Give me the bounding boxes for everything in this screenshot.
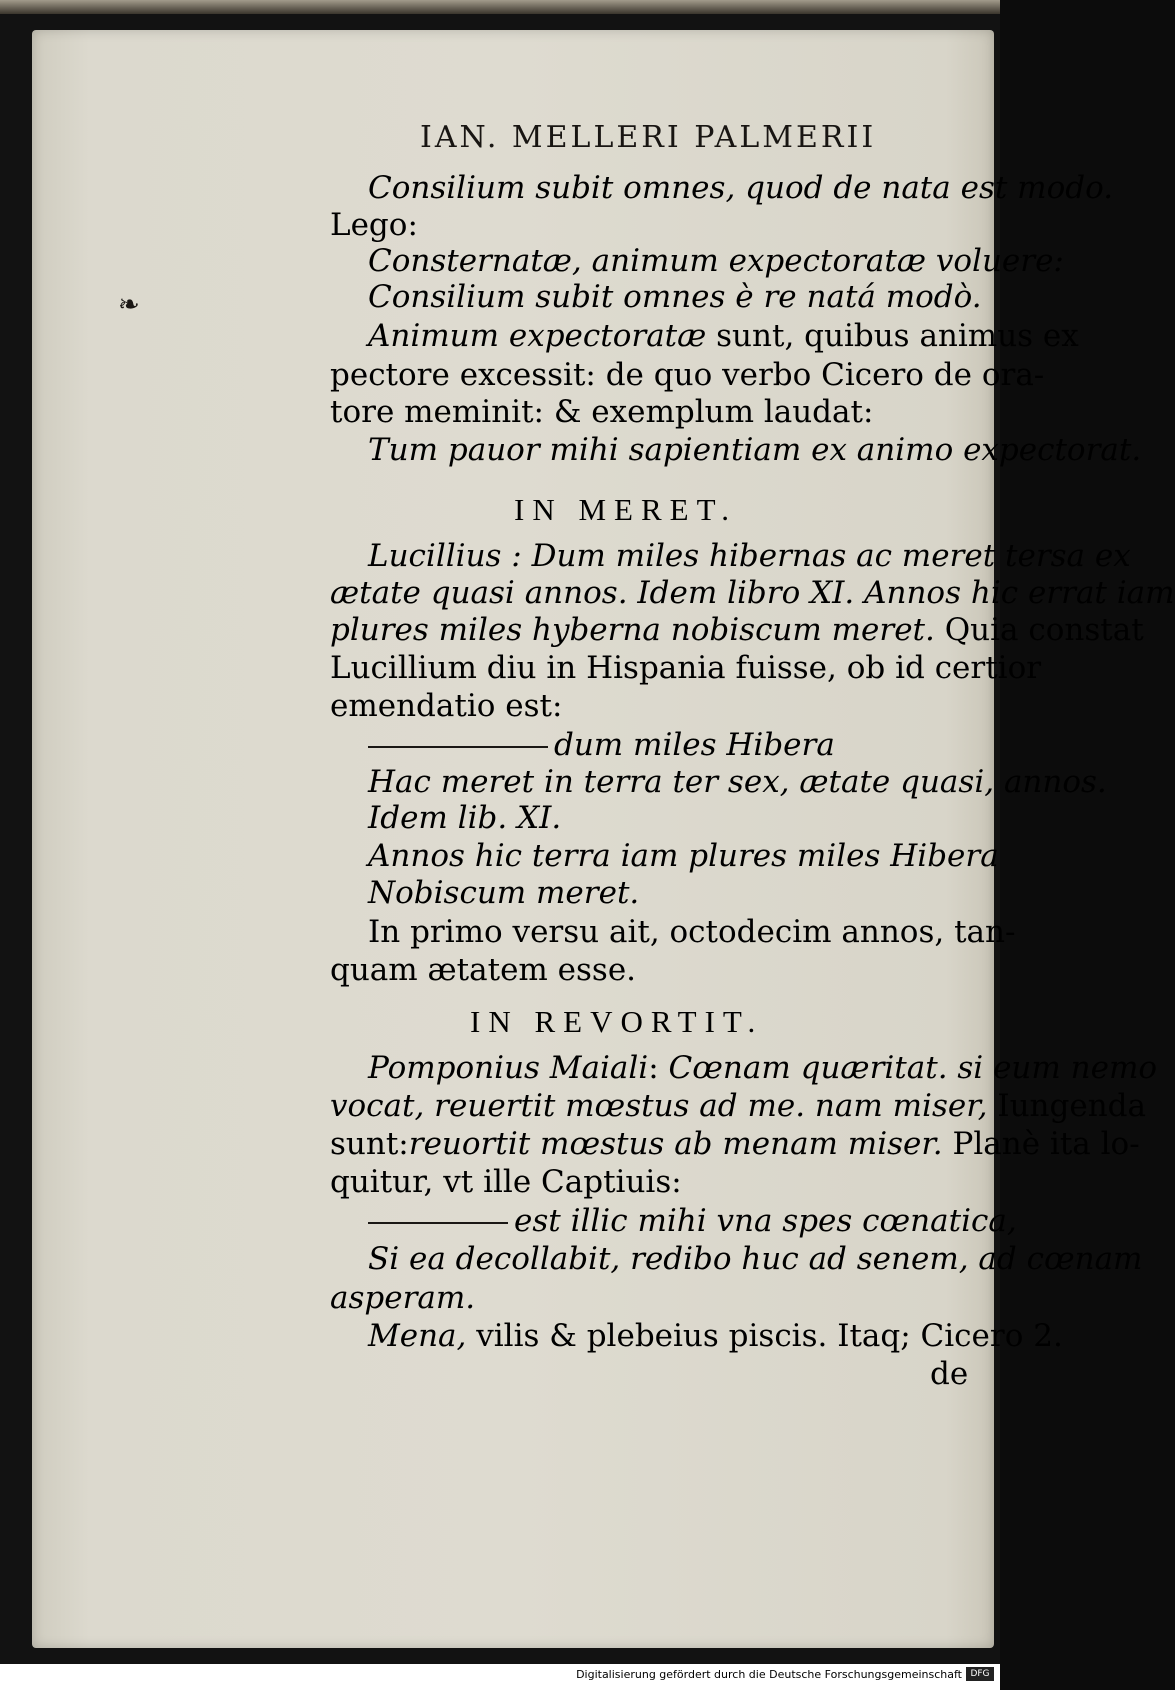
quote: Dum miles hibernas ac meret tersa ex xyxy=(531,538,1131,574)
author-name: Lucillius : xyxy=(368,538,532,574)
text-line-2: Lego: xyxy=(330,207,418,243)
text-line-6: pectore excessit: de quo verbo Cicero de ora- xyxy=(330,357,1045,393)
text-line-10: ætate quasi annos. Idem libro XI. Annos hic errat iam xyxy=(330,575,1175,611)
ellipsis-rule xyxy=(368,1222,508,1224)
text-roman: Quia constat xyxy=(934,612,1144,648)
term: Mena, xyxy=(368,1318,467,1354)
section-heading-meret: IN MERET. xyxy=(514,492,737,527)
text-italic-term: Animum expectoratæ xyxy=(368,318,717,354)
text-line-24: quitur, vt ille Captiuis: xyxy=(330,1164,682,1200)
text-roman: Planè ita lo- xyxy=(942,1126,1140,1162)
text-line-20: quam ætatem esse. xyxy=(330,952,637,988)
text-line-27: asperam. xyxy=(330,1280,476,1316)
text-line-21 xyxy=(368,1050,1157,1086)
quote: vocat, reuertit mœstus ad me. nam miser, xyxy=(330,1088,988,1124)
text-line-25 xyxy=(368,1203,1017,1239)
quote: dum miles Hibera xyxy=(554,727,835,763)
ellipsis-rule xyxy=(368,746,548,748)
quote: Cœnam quæritat. si eum nemo xyxy=(668,1050,1158,1086)
section-heading-revortit: IN REVORTIT. xyxy=(470,1004,764,1039)
text-line-3: Consternatæ, animum expectoratæ voluere: xyxy=(368,243,1064,279)
text-line-17: Annos hic terra iam plures miles Hibera xyxy=(368,838,999,874)
text-line-23 xyxy=(330,1126,1140,1162)
text-roman: sunt: xyxy=(330,1126,409,1162)
text-line-28 xyxy=(368,1318,1063,1354)
text-roman: vilis & plebeius piscis. Itaq; Cicero 2. xyxy=(466,1318,1063,1354)
text-line-16: Idem lib. XI. xyxy=(368,800,562,836)
quote: plures miles hyberna nobiscum meret. xyxy=(330,612,935,648)
text-line-1: Consilium subit omnes, quod de nata est modo. xyxy=(368,170,1114,206)
text-line-15: Hac meret in terra ter sex, ætate quasi, annos. xyxy=(368,764,1107,800)
funding-credit: Digitalisierung gefördert durch die Deutsche Forschungsgemeinschaft xyxy=(576,1668,962,1681)
quote: est illic mihi vna spes cœnatica, xyxy=(514,1203,1017,1239)
text-line-11 xyxy=(330,612,1144,648)
book-edge xyxy=(0,0,1000,14)
text-line-5 xyxy=(368,318,1079,354)
colon: : xyxy=(648,1050,669,1086)
text-line-13: emendatio est: xyxy=(330,688,563,724)
running-title: IAN. MELLERI PALMERII xyxy=(420,120,877,155)
text-line-14 xyxy=(368,727,835,763)
catchword: de xyxy=(930,1356,969,1392)
text-roman: Iungenda xyxy=(987,1088,1146,1124)
text-line-8: Tum pauor mihi sapientiam ex animo expectorat. xyxy=(368,432,1142,468)
dfg-logo: DFG xyxy=(966,1667,994,1681)
text-line-9 xyxy=(368,538,1131,574)
footer-bar xyxy=(0,1664,1000,1690)
text-line-4: Consilium subit omnes è re natá modò. xyxy=(368,279,982,315)
quote: reuortit mœstus ab menam miser. xyxy=(408,1126,943,1162)
text-line-19: In primo versu ait, octodecim annos, tan- xyxy=(368,914,1016,950)
text-line-26: Si ea decollabit, redibo huc ad senem, ad cœnam xyxy=(368,1241,1143,1277)
text-line-18: Nobiscum meret. xyxy=(368,875,640,911)
text-roman: sunt, quibus animus ex xyxy=(716,318,1079,354)
author-name: Pomponius Maiali xyxy=(368,1050,649,1086)
margin-ornament: ❧ xyxy=(118,290,140,320)
text-line-12: Lucillium diu in Hispania fuisse, ob id certior xyxy=(330,650,1042,686)
text-line-22 xyxy=(330,1088,1146,1124)
text-line-7: tore meminit: & exemplum laudat: xyxy=(330,394,874,430)
